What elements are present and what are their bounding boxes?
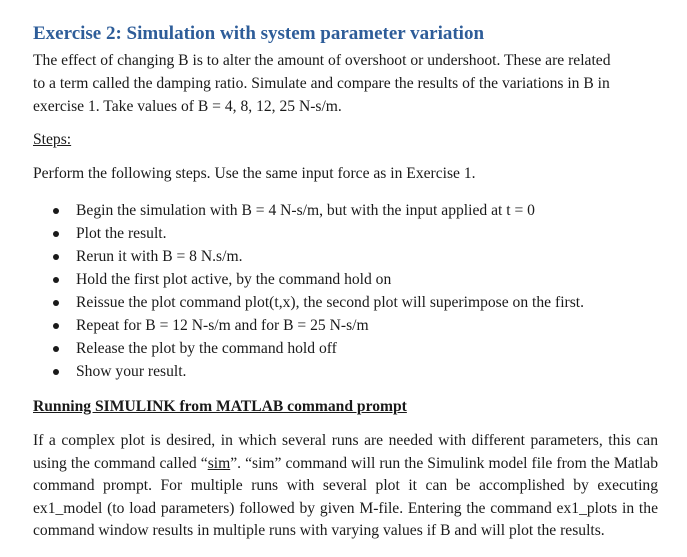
- perform-paragraph: Perform the following steps. Use the same input force as in Exercise 1.: [33, 165, 476, 182]
- closing-paragraph: [33, 430, 658, 543]
- bullet-dot: [53, 300, 59, 306]
- list-item: [33, 314, 584, 337]
- list-item: [33, 199, 584, 222]
- intro-paragraph: [33, 49, 658, 118]
- list-item: [33, 245, 584, 268]
- step-text: Show your result.: [76, 363, 187, 380]
- section-heading: Running SIMULINK from MATLAB command prompt: [33, 398, 407, 415]
- bullet-dot: [53, 277, 59, 283]
- bullet-dot: [53, 369, 59, 375]
- step-text: Reissue the plot command plot(t,x), the second plot will superimpose on the first.: [76, 294, 585, 311]
- bullet-dot: [53, 208, 59, 214]
- step-text: Hold the first plot active, by the command hold on: [76, 271, 392, 288]
- bullet-dot: [53, 346, 59, 352]
- step-text: Plot the result.: [76, 225, 167, 242]
- exercise-heading: Exercise 2: Simulation with system parameter variation: [33, 23, 485, 44]
- step-text: Begin the simulation with B = 4 N-s/m, but with the input applied at t = 0: [76, 202, 535, 219]
- bullet-dot: [53, 231, 59, 237]
- bullet-dot: [53, 323, 59, 329]
- list-item: [33, 222, 584, 245]
- steps-label: Steps:: [33, 131, 72, 148]
- list-item: [33, 360, 584, 383]
- step-text: Release the plot by the command hold off: [76, 340, 337, 357]
- closing-text-2: ”. “sim” command will run the Simulink model file from the Matlab command prompt. For multiple runs with several plot it can be accomplished by executing ex1_model (to load parameters) followed by given M-file. Entering the command ex1_plots in the command window results in multiple runs with varying values if B and will plot the results.: [33, 454, 659, 540]
- bullet-dot: [53, 254, 59, 260]
- step-text: Rerun it with B = 8 N.s/m.: [76, 248, 243, 265]
- step-text: Repeat for B = 12 N-s/m and for B = 25 N-s/m: [76, 317, 369, 334]
- list-item: [33, 291, 584, 314]
- steps-list: [33, 199, 584, 383]
- intro-line-3: exercise 1. Take values of B = 4, 8, 12, 25 N-s/m.: [33, 98, 342, 115]
- list-item: [33, 337, 584, 360]
- sim-word: sim: [207, 454, 231, 472]
- closing-text-1: If a complex plot is desired, in which several runs are needed with different parameters, this can using the command called “: [33, 432, 658, 472]
- intro-line-1: The effect of changing B is to alter the amount of overshoot or undershoot. These are related: [33, 52, 611, 69]
- intro-line-2: to a term called the damping ratio. Simulate and compare the results of the variations in B in: [33, 75, 610, 92]
- list-item: [33, 268, 584, 291]
